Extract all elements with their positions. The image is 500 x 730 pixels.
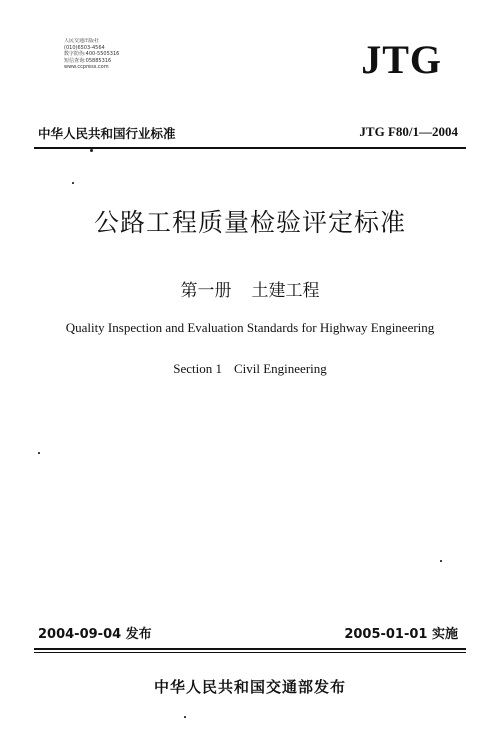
english-section-name: Civil Engineering [233, 361, 327, 376]
volume-subtitle [0, 276, 500, 301]
anti-counterfeit-stamp [64, 38, 124, 86]
english-section-number: Section 1 [173, 361, 222, 376]
standard-category: 中华人民共和国行业标准 [38, 126, 176, 141]
volume-number: 第一册 [180, 281, 232, 301]
speck [184, 716, 186, 718]
issue-date: 2004-09-04 发布 [38, 627, 152, 642]
english-title: Quality Inspection and Evaluation Standards for Highway Engineering [65, 320, 435, 335]
stamp-line: (010)6503-4564 [64, 44, 105, 51]
jtg-logo: JTG [361, 37, 442, 82]
footer-rule-thin [34, 652, 466, 653]
stamp-line: 数字防伪:400-5505316 [64, 51, 120, 57]
effective-date: 2005-01-01 实施 [344, 627, 458, 642]
stamp-line: 人民交通出版社 [64, 38, 100, 44]
speck [440, 560, 442, 562]
header-rule [34, 147, 466, 149]
speck [72, 182, 74, 184]
stamp-line: www.ccpress.com [64, 64, 109, 70]
standard-code: JTG F80/1—2004 [359, 124, 458, 139]
english-section [0, 361, 500, 377]
speck [38, 452, 40, 454]
document-title: 公路工程质量检验评定标准 [93, 208, 406, 237]
speck [90, 149, 93, 152]
volume-name: 土建工程 [251, 281, 320, 301]
footer-rule [34, 648, 466, 650]
publisher: 中华人民共和国交通部发布 [153, 678, 346, 696]
stamp-line: 短信查询:05885316 [64, 57, 112, 64]
